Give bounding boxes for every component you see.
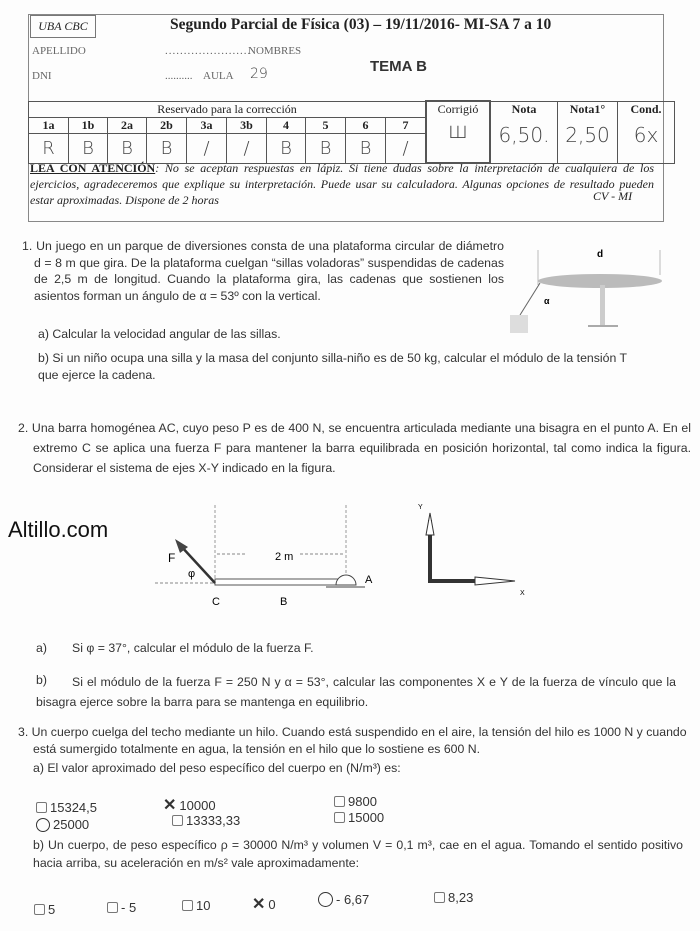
option-label: 25000 (53, 817, 90, 832)
grade-column-header: 6 (346, 117, 386, 133)
fig-A-label: A (365, 574, 373, 586)
apellido-label: APELLIDO (32, 45, 86, 57)
q3-text: 3. Un cuerpo cuelga del techo mediante un hilo. Cuando está suspendido en el aire, la tensión del hilo es 1000 N y cuando está sumergido totalmente en agua, la tensión en el hilo que lo sostiene es 600 N. (18, 725, 687, 756)
q3a-option-crossed[interactable] (163, 795, 216, 815)
checked-circle-icon[interactable] (318, 892, 333, 907)
q3b-option[interactable] (34, 902, 55, 917)
grade-column-header: 1b (69, 117, 108, 133)
cross-mark-icon[interactable]: ✕ (163, 797, 177, 814)
q1-part-b: b) Si un niño ocupa una silla y la masa del conjunto silla-niño es de 50 kg, calcular el módulo de la tensión T que ejerce la cadena. (38, 351, 627, 382)
dni-label: DNI (32, 70, 52, 82)
option-label: 5 (48, 902, 56, 917)
option-label: 10 (196, 898, 211, 913)
option-label: 10000 (179, 797, 216, 813)
option-label: 15324,5 (50, 800, 97, 815)
nota-label: Nota (511, 101, 537, 116)
option-label: 15000 (348, 810, 385, 825)
nota1-label: Nota1° (569, 101, 606, 116)
q3b-option[interactable] (107, 900, 136, 915)
corrigio-cell: Corrigió ꟺ (426, 101, 490, 163)
option-label: - 5 (121, 900, 137, 915)
cond-cell (618, 101, 675, 163)
notice-text: : No se aceptan respuestas en lápiz. Si tiene dudas sobre la interpretación de cualquiera de los ejercicios, agradeceremos que explique su interpretación. Puede usar su calculadora. Algunas opciones de resultado pueden estar aproximadas. Dispone de 2 horas (30, 161, 654, 207)
corrigio-label: Corrigió (437, 102, 479, 116)
grade-column-header: 2a (108, 117, 147, 133)
q3a-option[interactable] (172, 813, 240, 828)
q2-part-b-text: Si el módulo de la fuerza F = 250 N y α = 53°, calcular las componentes X e Y de la fuerza de vínculo que la bisagra ejerce sobre la barra para se mantenga en equilibrio. (36, 675, 676, 709)
cond-label: Cond. (630, 101, 662, 116)
grade-mark: / (227, 133, 267, 163)
aula-label: AULA (203, 70, 234, 82)
nota-cell (490, 101, 558, 163)
q2-b-label: b) (36, 673, 47, 687)
axis-x-label: X (520, 590, 525, 597)
q3b-option[interactable] (434, 890, 473, 905)
axis-y-label: Y (418, 504, 423, 511)
option-label: 8,23 (448, 890, 474, 905)
checkbox-icon[interactable] (34, 904, 45, 915)
bar-figure (150, 495, 530, 610)
nota-value: 6,50. (498, 122, 550, 147)
q3a-option[interactable] (334, 794, 377, 809)
q3a-option[interactable] (36, 800, 97, 815)
grade-mark: B (147, 133, 187, 163)
q2-text: 2. Una barra homogénea AC, cuyo peso P es de 400 N, se encuentra articulada mediante una bisagra en el punto A. En el extremo C se aplica una fuerza F para mantener la barra equilibrada en posición horizontal, tal como indica la figura. Considerar el sistema de ejes X-Y indicado en la figura. (18, 421, 691, 475)
grade-column-header: 1a (29, 117, 69, 133)
exam-page: UBA CBC Segundo Parcial de Física (03) – 19/11/2016- MI-SA 7 a 10 APELLIDO ....................... NOMBRES TEMA B DNI .......... AULA 29 Reservado para la corrección Corrigió ꟺ Nota 6,50. Nota1° 2,50 Cond. 6x 1a 1b 2a 2b 3a 3b 4 5 6 7 R B B B / / B B B / LEA CON ATENCIÓN: No se aceptan respuestas en lápiz. Si tiene dudas sobre la interpretación de cualquiera de los ejercicios, agradeceremos que explique su interpretación. Puede usar su calculadora. Algunas opciones de resultado pueden estar aproximadas. Dispone de 2 horas CV - MI 1. Un juego en un parque de diversiones consta de una plataforma circular de diámetro d = 8 m que gira. De la plataforma cuelgan “sillas voladoras” suspendidas de cadenas de 2,5 m de longitud. Cuando la plataforma gira, las cadenas que sostienen los asientos forman un ángulo de α = 53º con la vertical. a) Calcular la velocidad angular de las sillas. b) Si un niño ocupa una silla y la masa del conjunto silla-niño es de 50 kg, calcular el módulo de la tensión T que ejerce la cadena. d α 2. Una barra homogénea AC, cuyo peso P es de 400 N, se encuentra articulada mediante una bisagra en el punto A. En el extremo C se aplica una fuerza F para mantener la barra equilibrada en posición horizontal, tal como indica la figura. Considerar el sistema de ejes X-Y indicado en la figura. Altillo.com F φ 2 m C B A Y X a) Si φ = 37°, calcular el módulo de la fuerza F. Si el módulo de la fuerza F = 250 N y α = 53°, calcular las componentes X e Y de la fuerza de vínculo que la bisagra ejerce sobre la barra para se mantenga en equilibrio. b) 3. Un cuerpo cuelga del techo mediante un hilo. Cuando está suspendido en el aire, la tensión del hilo es 1000 N y cuando está sumergido totalmente en agua, la tensión en el hilo que lo sostiene es 600 N. a) El valor aproximado del peso específico del cuerpo en (N/m³) es: 15324,5 25000 ✕ 10000 13333,33 9800 15000 b) Un cuerpo, de peso específico ρ = 30000 N/m³ y volumen V = 0,1 m³, cae en el agua. Tomando el sentido positivo hacia arriba, su aceleración en m/s² vale aproximadamente: 5 - 5 10 ✕ 0 - 6,67 8,23 (0, 0, 700, 931)
q3-part-b: b) Un cuerpo, de peso específico ρ = 30000 N/m³ y volumen V = 0,1 m³, cae en el agua. Tomando el sentido positivo hacia arriba, su aceleración en m/s² vale aproximadamente: (33, 838, 683, 870)
fig-dist-label: 2 m (275, 551, 294, 563)
checkbox-icon[interactable] (172, 815, 183, 826)
option-label: 13333,33 (186, 813, 241, 828)
q3b-option-crossed[interactable] (252, 894, 276, 914)
grade-column-header: 3a (187, 117, 227, 133)
grade-column-header: 7 (386, 117, 427, 133)
nota1-cell (558, 101, 618, 163)
fig-B-label: B (280, 596, 288, 608)
q3a-option[interactable] (334, 810, 384, 825)
option-label: - 6,67 (336, 892, 370, 907)
q2-part-b (36, 672, 676, 712)
grading-table (28, 100, 675, 164)
fig-F-label: F (168, 551, 176, 565)
checkbox-icon[interactable] (434, 892, 445, 903)
grade-mark: B (267, 133, 306, 163)
institution-label: UBA CBC (30, 15, 96, 38)
q1-part-a: a) Calcular la velocidad angular de las sillas. (38, 327, 281, 341)
exam-title: Segundo Parcial de Física (03) – 19/11/2016- MI-SA 7 a 10 (170, 16, 552, 33)
grade-mark: / (386, 133, 427, 163)
checkbox-icon[interactable] (107, 902, 118, 913)
checked-circle-icon[interactable] (36, 818, 50, 832)
option-label: 0 (268, 896, 276, 912)
fig-d-label: d (597, 249, 604, 260)
fig-alpha-label: α (544, 296, 550, 306)
checkbox-icon[interactable] (334, 812, 345, 823)
tema-label: TEMA B (370, 58, 427, 75)
grade-column-header: 2b (147, 117, 187, 133)
platform-figure (500, 245, 665, 340)
option-label: 9800 (348, 794, 377, 809)
fig-C-label: C (212, 596, 220, 608)
grade-mark: R (29, 133, 69, 163)
checkbox-icon[interactable] (36, 802, 47, 813)
nombres-label: NOMBRES (248, 45, 302, 57)
checkbox-icon[interactable] (182, 900, 193, 911)
q2-a-label: a) (36, 641, 47, 655)
cross-mark-icon[interactable]: ✕ (252, 896, 266, 913)
grade-column-header: 4 (267, 117, 306, 133)
grade-mark: B (346, 133, 386, 163)
q3a-option-checked[interactable] (36, 817, 89, 832)
notice-heading: LEA CON ATENCIÓN (30, 161, 156, 175)
q3b-option[interactable] (182, 898, 210, 913)
notice (30, 160, 654, 208)
checkbox-icon[interactable] (334, 796, 345, 807)
grade-mark: B (108, 133, 147, 163)
q3b-option-checked[interactable] (318, 892, 369, 907)
grade-mark: B (306, 133, 346, 163)
aula-value: 29 (250, 66, 268, 82)
nota1-value: 2,50 (565, 122, 610, 147)
cond-value: 6x (633, 122, 659, 147)
grade-column-header: 5 (306, 117, 346, 133)
grade-mark: / (187, 133, 227, 163)
q1-text: 1. Un juego en un parque de diversiones consta de una plataforma circular de diámetro d = 8 m que gira. De la plataforma cuelgan “sillas voladoras” suspendidas de cadenas de 2,5 m de longitud. Cuando la plataforma gira, las cadenas que sostienen los asientos forman un ángulo de α = 53º con la vertical. (22, 239, 504, 303)
q2-part-a: Si φ = 37°, calcular el módulo de la fuerza F. (72, 641, 314, 655)
watermark: Altillo.com (8, 517, 109, 542)
q3-part-a: a) El valor aproximado del peso específico del cuerpo en (N/m³) es: (33, 761, 401, 775)
grade-column-header: 3b (227, 117, 267, 133)
grade-mark: B (69, 133, 108, 163)
notice-code: CV - MI (593, 189, 633, 203)
fig-phi-label: φ (188, 568, 196, 580)
reserved-label: Reservado para la corrección (29, 101, 427, 117)
